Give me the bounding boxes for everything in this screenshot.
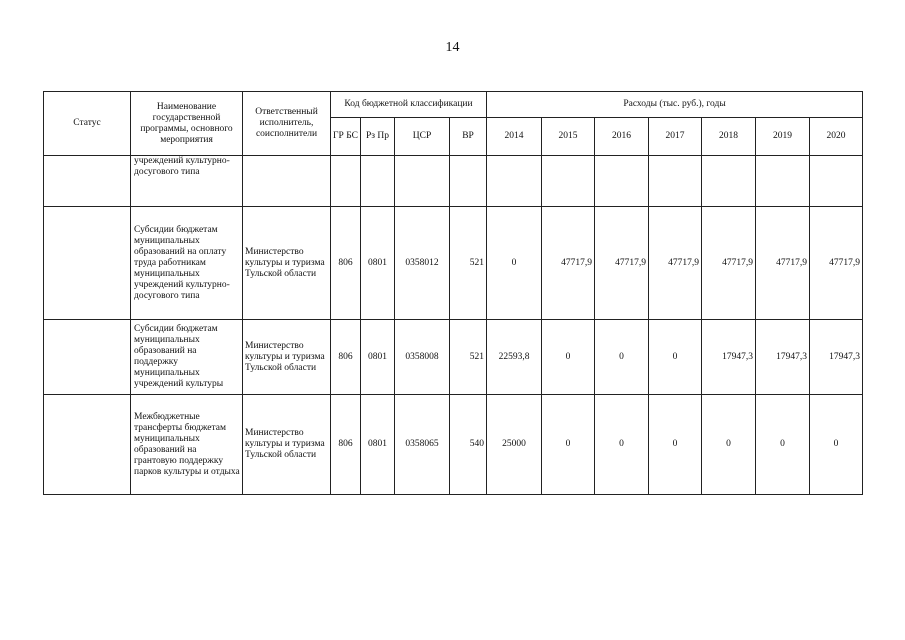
cell-value: 0 bbox=[595, 395, 649, 495]
header-year: 2019 bbox=[756, 118, 810, 156]
cell-executor: Министерство культуры и туризма Тульской области bbox=[243, 320, 331, 395]
cell-csr: 0358012 bbox=[395, 207, 450, 320]
cell-rzpr: 0801 bbox=[361, 320, 395, 395]
cell-value: 0 bbox=[649, 320, 702, 395]
table-row bbox=[44, 395, 863, 495]
header-status: Статус bbox=[44, 92, 131, 156]
cell-value: 17947,3 bbox=[810, 320, 863, 395]
page-number: 14 bbox=[445, 40, 460, 55]
header-year: 2017 bbox=[649, 118, 702, 156]
cell-csr bbox=[395, 156, 450, 207]
table-row bbox=[44, 207, 863, 320]
cell-status bbox=[44, 207, 131, 320]
cell-value: 47717,9 bbox=[702, 207, 756, 320]
header-year: 2014 bbox=[487, 118, 542, 156]
cell-csr: 0358008 bbox=[395, 320, 450, 395]
cell-rzpr: 0801 bbox=[361, 395, 395, 495]
header-budget-code: Код бюджетной классификации bbox=[331, 92, 487, 118]
cell-value bbox=[756, 156, 810, 207]
cell-value bbox=[649, 156, 702, 207]
cell-grbs: 806 bbox=[331, 395, 361, 495]
cell-value: 47717,9 bbox=[810, 207, 863, 320]
cell-value: 47717,9 bbox=[595, 207, 649, 320]
cell-grbs: 806 bbox=[331, 207, 361, 320]
cell-value: 0 bbox=[649, 395, 702, 495]
header-csr: ЦСР bbox=[395, 118, 450, 156]
cell-value bbox=[595, 156, 649, 207]
budget-table bbox=[43, 91, 863, 495]
header-year: 2018 bbox=[702, 118, 756, 156]
cell-grbs: 806 bbox=[331, 320, 361, 395]
table-row bbox=[44, 320, 863, 395]
cell-value bbox=[810, 156, 863, 207]
cell-executor bbox=[243, 156, 331, 207]
header-expenses: Расходы (тыс. руб.), годы bbox=[487, 92, 863, 118]
cell-value: 0 bbox=[542, 395, 595, 495]
cell-rzpr bbox=[361, 156, 395, 207]
header-grbs: ГР БС bbox=[331, 118, 361, 156]
cell-value bbox=[542, 156, 595, 207]
cell-grbs bbox=[331, 156, 361, 207]
cell-status bbox=[44, 156, 131, 207]
header-year: 2016 bbox=[595, 118, 649, 156]
cell-vr bbox=[450, 156, 487, 207]
cell-value bbox=[487, 156, 542, 207]
cell-value: 25000 bbox=[487, 395, 542, 495]
cell-vr: 521 bbox=[450, 320, 487, 395]
cell-rzpr: 0801 bbox=[361, 207, 395, 320]
header-year: 2015 bbox=[542, 118, 595, 156]
cell-value: 0 bbox=[487, 207, 542, 320]
cell-value bbox=[702, 156, 756, 207]
cell-value: 22593,8 bbox=[487, 320, 542, 395]
cell-status bbox=[44, 395, 131, 495]
cell-vr: 521 bbox=[450, 207, 487, 320]
cell-status bbox=[44, 320, 131, 395]
header-program-name: Наименование государственной программы, основного мероприятия bbox=[131, 92, 243, 156]
cell-csr: 0358065 bbox=[395, 395, 450, 495]
cell-value: 0 bbox=[810, 395, 863, 495]
header-rzpr: Рз Пр bbox=[361, 118, 395, 156]
cell-value: 0 bbox=[595, 320, 649, 395]
cell-program-name: Межбюджетные трансферты бюджетам муниципальных образований на грантовую поддержку парков культуры и отдыха bbox=[131, 395, 243, 495]
header-year: 2020 bbox=[810, 118, 863, 156]
cell-value: 0 bbox=[702, 395, 756, 495]
cell-value: 17947,3 bbox=[702, 320, 756, 395]
header-vr: ВР bbox=[450, 118, 487, 156]
cell-value: 47717,9 bbox=[756, 207, 810, 320]
cell-value: 47717,9 bbox=[649, 207, 702, 320]
cell-vr: 540 bbox=[450, 395, 487, 495]
cell-value: 0 bbox=[756, 395, 810, 495]
cell-executor: Министерство культуры и туризма Тульской области bbox=[243, 395, 331, 495]
cell-program-name: учреждений культурно-досугового типа bbox=[131, 156, 243, 207]
cell-program-name: Субсидии бюджетам муниципальных образований на поддержку муниципальных учреждений культуры bbox=[131, 320, 243, 395]
cell-program-name: Субсидии бюджетам муниципальных образований на оплату труда работникам муниципальных учреждений культурно-досугового типа bbox=[131, 207, 243, 320]
cell-value: 17947,3 bbox=[756, 320, 810, 395]
table-row bbox=[44, 156, 863, 207]
header-executor: Ответственный исполнитель, соисполнители bbox=[243, 92, 331, 156]
cell-executor: Министерство культуры и туризма Тульской области bbox=[243, 207, 331, 320]
cell-value: 47717,9 bbox=[542, 207, 595, 320]
cell-value: 0 bbox=[542, 320, 595, 395]
